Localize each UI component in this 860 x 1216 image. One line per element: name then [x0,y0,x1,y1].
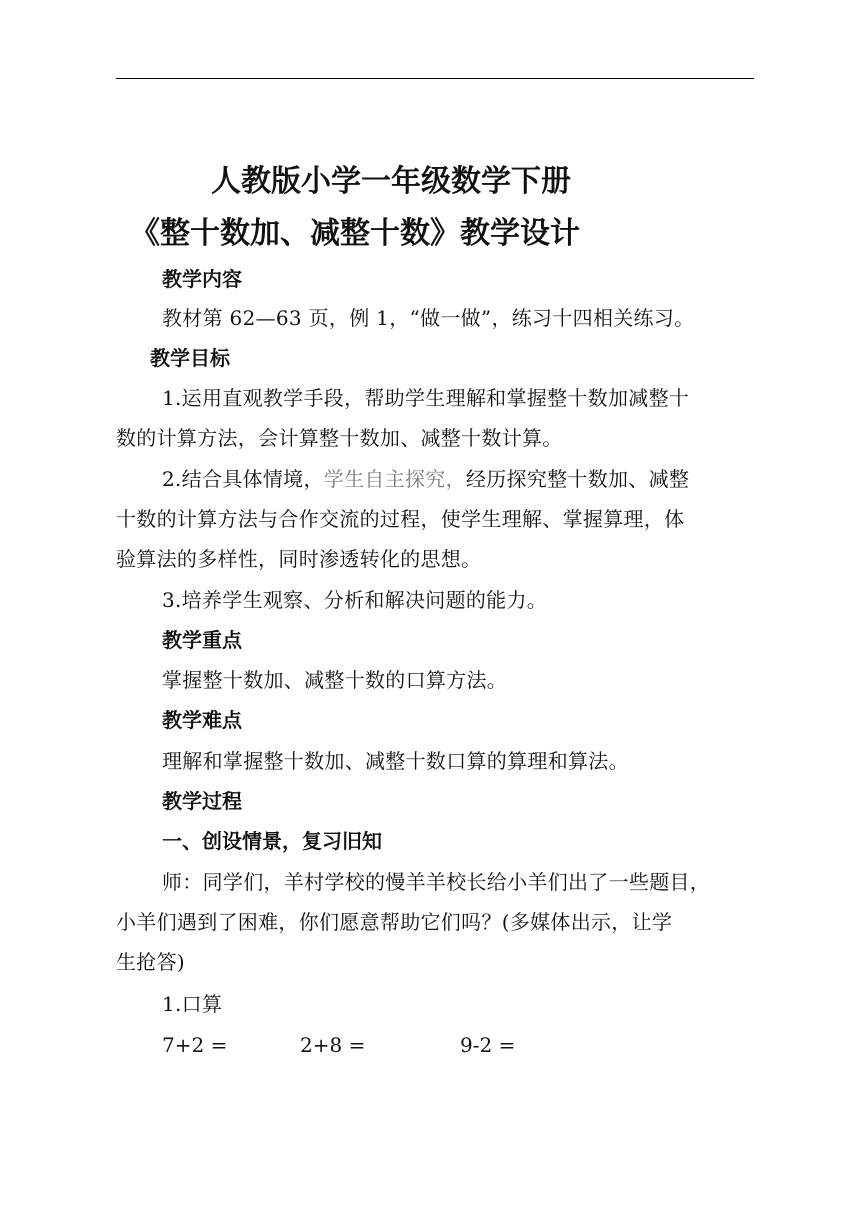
step-1-line-1: 师：同学们，羊村学校的慢羊羊校长给小羊们出了一些题目， [162,870,711,894]
equation-3: 9-2 = [460,1033,516,1057]
header-rule [116,78,754,79]
goal-2-line-2: 十数的计算方法与合作交流的过程，使学生理解、掌握算理，体 [116,507,685,531]
equation-1: 7+2 = [162,1033,228,1057]
title-line-2: 《整十数加、减整十数》教学设计 [130,216,580,251]
paragraph-content: 教材第 62—63 页，例 1，“做一做”，练习十四相关练习。 [162,306,695,330]
heading-teaching-content: 教学内容 [162,267,242,291]
goal-2-gray-text: 学生自主探究， [323,467,466,491]
heading-step-1: 一、创设情景，复习旧知 [162,829,382,853]
heading-key-points: 教学重点 [162,628,242,652]
goal-1-line-2: 数的计算方法，会计算整十数加、减整十数计算。 [116,426,563,450]
goal-2-prefix: 2.结合具体情境， [162,467,324,491]
goal-3: 3.培养学生观察、分析和解决问题的能力。 [162,588,548,612]
step-1-line-2: 小羊们遇到了困难，你们愿意帮助它们吗？(多媒体出示，让学 [116,910,673,934]
paragraph-key-points: 掌握整十数加、减整十数的口算方法。 [162,668,508,692]
goal-1-line-1: 1.运用直观教学手段，帮助学生理解和掌握整十数加减整十 [162,386,690,410]
step-1-line-3: 生抢答) [116,950,186,974]
goal-2-line-3: 验算法的多样性，同时渗透转化的思想。 [116,547,482,571]
paragraph-difficulties: 理解和掌握整十数加、减整十数口算的算理和算法。 [162,749,629,773]
title-line-1: 人教版小学一年级数学下册 [211,164,571,199]
goal-2-suffix: 经历探究整十数加、减整 [465,467,690,491]
goal-2-line-1 [162,465,689,493]
heading-process: 教学过程 [162,789,242,813]
equation-2: 2+8 = [300,1033,366,1057]
oral-calc-label: 1.口算 [162,992,223,1016]
heading-teaching-goals: 教学目标 [150,346,230,370]
heading-difficulties: 教学难点 [162,708,242,732]
